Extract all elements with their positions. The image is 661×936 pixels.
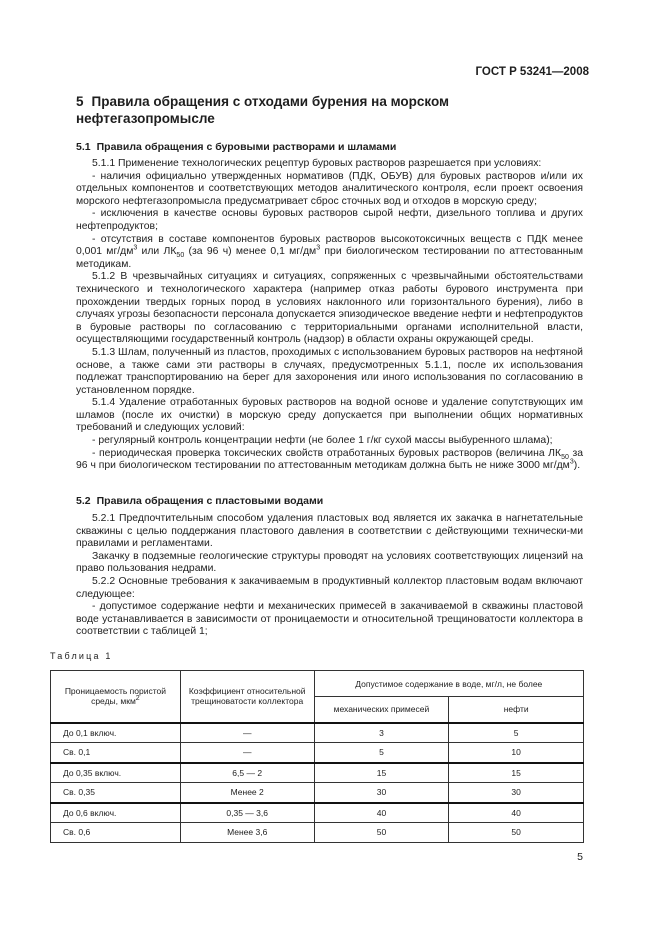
subsection-title: Правила обращения с пластовыми водами	[96, 495, 324, 507]
subsection-heading-5-2	[76, 495, 323, 507]
list-item: - периодическая проверка токсических свойств отработанных буровых растворов (величина $ЛК_{50}$ за 96 ч при биологическом тестировании по аттестованным методикам должна быть не ниже 3000 $мг/дм^3$).	[76, 447, 583, 472]
list-item: - исключения в качестве основы буровых растворов сырой нефти, дизельного топлива и других нефтепродуктов;	[76, 208, 583, 232]
permeability-table	[50, 670, 584, 843]
subsection-title: Правила обращения с буровыми растворами и шламами	[96, 141, 397, 153]
section-heading-5	[76, 93, 576, 127]
table-row: До 0,35 включ. 6,5 — 2 15 15	[51, 763, 584, 783]
header-oil: нефти	[449, 697, 584, 723]
header-permeability: Проницаемость пористой среды, мкм$^2$	[51, 671, 181, 723]
table-row: Св. 0,1 — 5 10	[51, 743, 584, 763]
list-item: - наличия официально утвержденных нормативов (ПДК, ОБУВ) для буровых растворов и/или их отдельных компонентов и соответствующих методов аналитического контроля, если проект освоения морского нефтегазопромысла предусматривает сброс сточных вод и отходов в морскую среду;	[76, 170, 583, 207]
paragraph: 5.1.1 Применение технологических рецептур буровых растворов разрешается при условиях:	[92, 158, 542, 169]
list-item: - отсутствия в составе компонентов буровых растворов высокотоксичных веществ с ПДК менее 0,001 $мг/дм^3$ или $ЛК_{50}$ (за 96 ч) менее 0,1 $мг/дм^3$ при биологическом тестировании по аттестованным методикам.	[76, 233, 583, 270]
paragraph: 5.2.1 Предпочтительным способом удаления пластовых вод является их закачка в нагнетательные скважины с целью поддержания пластового давления в соответствии с действующими технически-ми правилами и регламентами.	[76, 513, 583, 550]
paragraph: 5.2.2 Основные требования к закачиваемым в продуктивный коллектор пластовым водам включают следующее:	[76, 575, 583, 600]
subsection-number: 5.2	[76, 495, 91, 507]
paragraph: 5.1.2 В чрезвычайных ситуациях и ситуациях, сопряженных с чрезвычайными обстоятельствами технического и технологического характера (например отказ работы бурового инструмента при прохождении твердых горных пород в условиях наклонного или горизонтального бурения), либо в случаях угрозы безопасности персонала допускается эпизодическое введение нефти и нефтепродуктов в буровые растворы по согласованию с территориальными органами исполнительной власти, осуществляющими государственный контроль (надзор) в области охраны окружающей среды.	[76, 271, 583, 346]
table-row: До 0,1 включ. — 3 5	[51, 723, 584, 743]
section-title: Правила обращения с отходами бурения на морском нефтегазопромысле	[76, 94, 450, 126]
table-header-row	[51, 671, 584, 697]
table-row: Св. 0,35 Менее 2 30 30	[51, 783, 584, 803]
paragraph: 5.1.4 Удаление отработанных буровых растворов на водной основе и удаление сопутствующих им шламов (после их очистки) в морскую среду допускается при выполнении общих нормативных требований и следующих условий:	[76, 397, 583, 434]
subsection-number: 5.1	[76, 141, 91, 153]
list-item: - регулярный контроль концентрации нефти (не более 1 г/кг сухой массы выбуренного шлама);	[92, 435, 553, 447]
table-caption: Таблица 1	[50, 651, 113, 661]
section-number: 5	[76, 94, 84, 109]
document-id-header: ГОСТ Р 53241—2008	[475, 66, 589, 78]
page-number: 5	[577, 851, 583, 863]
section-5-1-body	[76, 158, 583, 473]
header-mechanical-impurities: механических примесей	[314, 697, 449, 723]
section-5-2-body	[76, 513, 583, 639]
table-row: До 0,6 включ. 0,35 — 3,6 40 40	[51, 803, 584, 823]
subsection-heading-5-1	[76, 141, 396, 153]
paragraph: Закачку в подземные геологические структуры проводят на условиях соответствующих лицензий на право пользования недрами.	[76, 550, 583, 575]
paragraph: 5.1.3 Шлам, полученный из пластов, проходимых с использованием буровых растворов на нефтяной основе, а также сами эти растворы в случаях, предусмотренных 5.1.1, после их использования подлежат транспортированию на берег для захоронения или иного использования по согласованию в установленном порядке.	[76, 346, 583, 396]
header-coefficient: Коэффициент относительной трещиноватости коллектора	[180, 671, 314, 723]
header-allowed-content: Допустимое содержание в воде, мг/л, не более	[314, 671, 583, 697]
list-item: - допустимое содержание нефти и механических примесей в закачиваемой в скважины пластовой воде устанавливается в зависимости от проницаемости и относительной трещиноватости коллектора в соответствии с таблицей 1;	[76, 601, 583, 638]
table-row: Св. 0,6 Менее 3,6 50 50	[51, 823, 584, 843]
